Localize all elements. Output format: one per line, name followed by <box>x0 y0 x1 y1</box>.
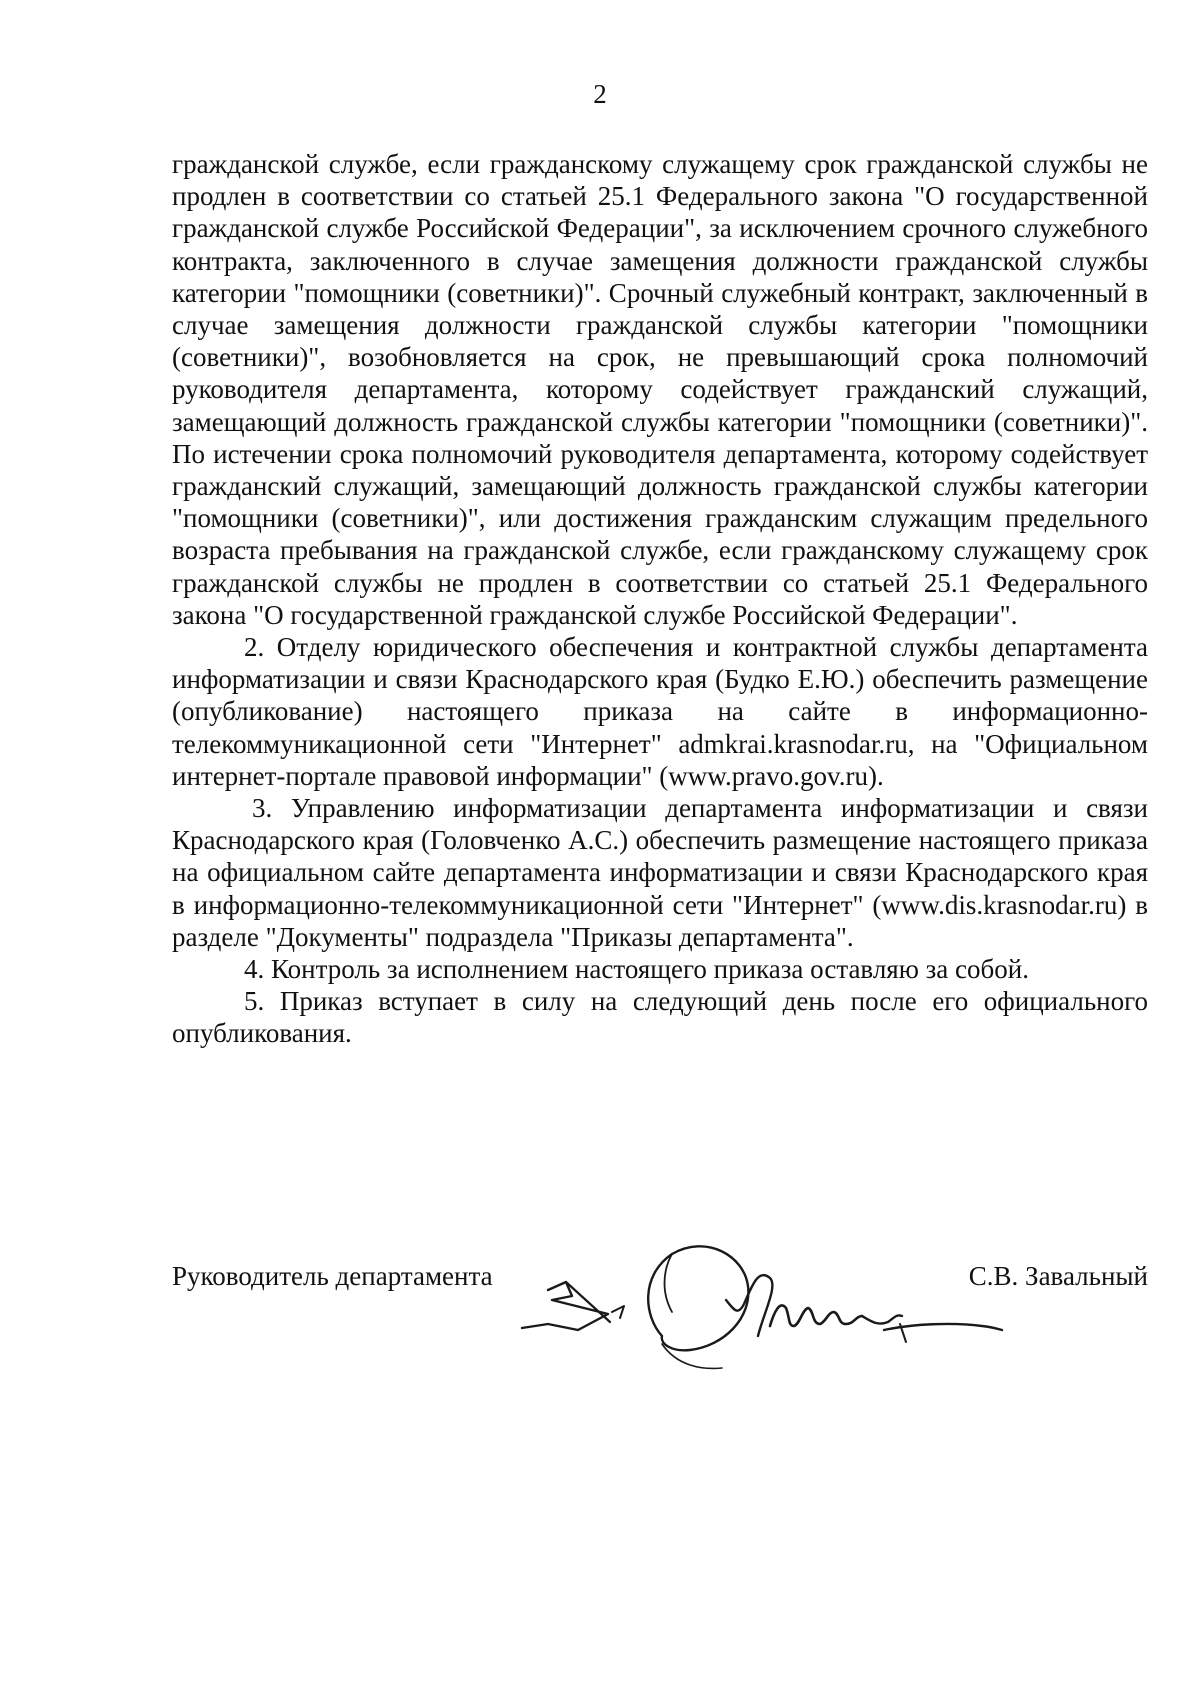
paragraph-item-3: 3. Управлению информатизации департамента информатизации и связи Краснодарского края (Головченко А.С.) обеспечить размещение настоящего приказа на официальном сайте департамента информатизации и связи Краснодарского края в информационно-телекоммуникационной сети "Интернет" (www.dis.krasnodar.ru) в разделе "Документы" подраздела "Приказы департамента". <box>172 793 1148 952</box>
paragraph-item-5: 5. Приказ вступает в силу на следующий день после его официального опубликования. <box>172 986 1148 1049</box>
paragraph-item-2: 2. Отделу юридического обеспечения и контрактной службы департамента информатизации и связи Краснодарского края (Будко Е.Ю.) обеспечить размещение (опубликование) настоящего приказа на сайте в информационно-телекоммуникационной сети "Интернет" admkrai.krasnodar.ru, на "Официальном интернет-портале правовой информации" (www.pravo.gov.ru). <box>172 632 1148 791</box>
signatory-name: С.В. Завальный <box>968 1261 1148 1291</box>
handwritten-signature <box>512 1226 1032 1376</box>
document-body <box>172 148 1148 1050</box>
signatory-title: Руководитель департамента <box>172 1261 493 1291</box>
signature-block <box>172 1260 1148 1370</box>
paragraph-continuation: гражданской службе, если гражданскому служащему срок гражданской службы не продлен в соответствии со статьей 25.1 Федерального закона "О государственной гражданской службе Российской Федерации", за исключением срочного служебного контракта, заключенного в случае замещения должности гражданской службы категории "помощники (советники)". Срочный служебный контракт, заключенный в случае замещения должности гражданской службы категории "помощники (советники)", возобновляется на срок, не превышающий срока полномочий руководителя департамента, которому содействует гражданский служащий, замещающий должность гражданской службы категории "помощники (советники)". По истечении срока полномочий руководителя департамента, которому содействует гражданский служащий, замещающий должность гражданской службы категории "помощники (советники)", или достижения гражданским служащим предельного возраста пребывания на гражданской службе, если гражданскому служащему срок гражданской службы не продлен в соответствии со статьей 25.1 Федерального закона "О государственной гражданской службе Российской Федерации". <box>172 149 1148 630</box>
page-number: 2 <box>593 79 607 109</box>
paragraph-item-4: 4. Контроль за исполнением настоящего приказа оставляю за собой. <box>244 954 1029 985</box>
